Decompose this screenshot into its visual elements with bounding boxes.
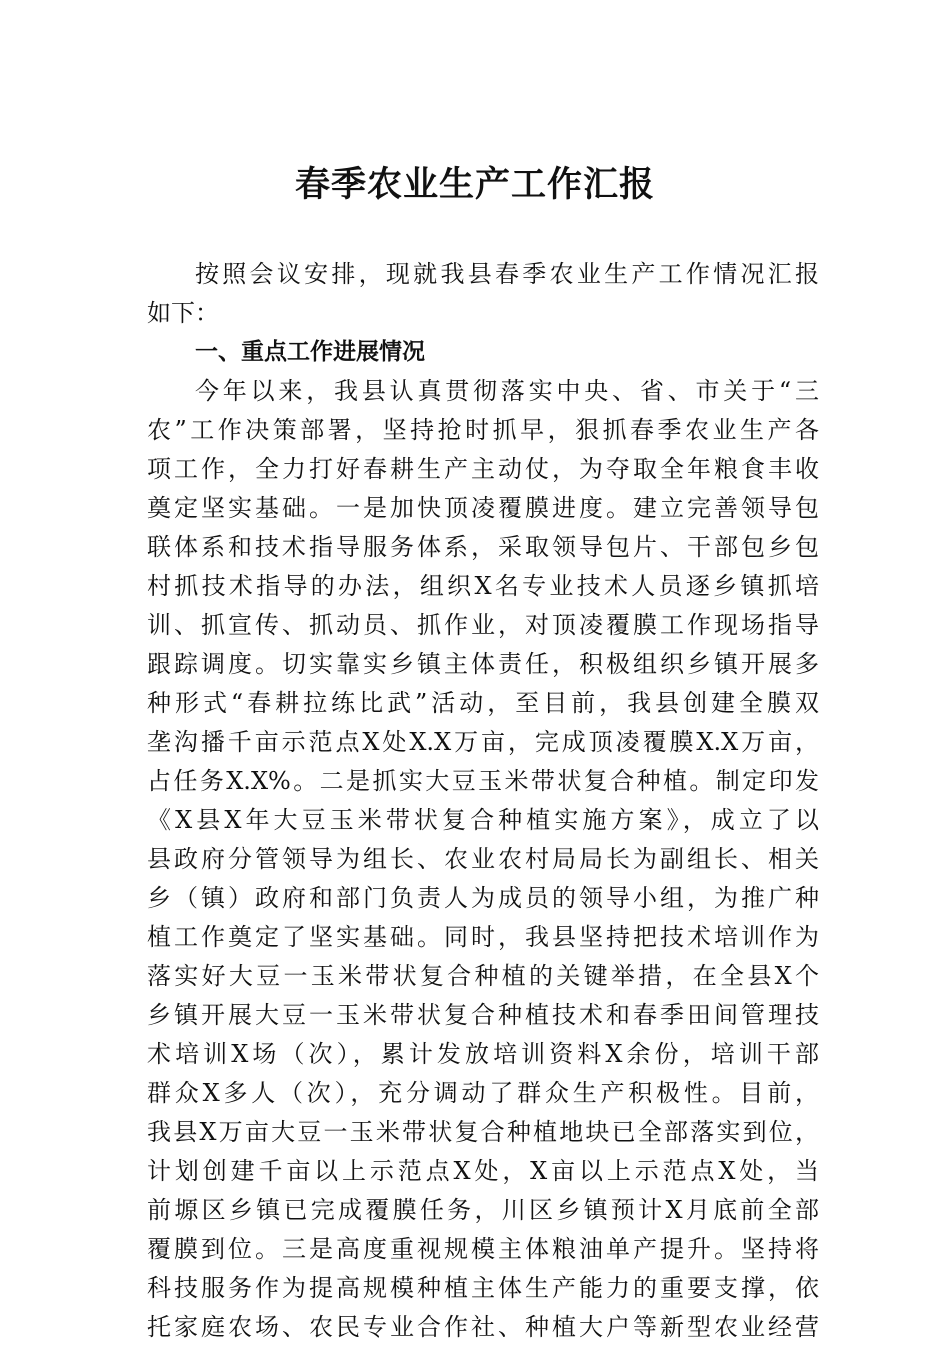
section-heading: 一、重点工作进展情况 <box>195 339 425 365</box>
document-title: 春季农业生产工作汇报 <box>294 164 655 205</box>
text-line: 联体系和技术指导服务体系，采取领导包片、干部包乡包 <box>147 533 819 561</box>
text-line: 占任务X.X%。二是抓实大豆玉米带状复合种植。制定印发 <box>147 767 819 795</box>
text-line: 村抓技术指导的办法，组织X名专业技术人员逐乡镇抓培 <box>147 572 819 600</box>
text-line: 垄沟播千亩示范点X处X.X万亩，完成顶凌覆膜X.X万亩， <box>147 728 819 756</box>
text-line: 跟踪调度。切实靠实乡镇主体责任，积极组织乡镇开展多 <box>147 650 819 678</box>
text-line: 如下： <box>147 299 219 327</box>
text-line: 农”工作决策部署，坚持抢时抓早，狠抓春季农业生产各 <box>147 416 819 444</box>
text-line: 种形式“春耕拉练比武”活动，至目前，我县创建全膜双 <box>147 689 819 717</box>
text-line: 覆膜到位。三是高度重视规模主体粮油单产提升。坚持将 <box>147 1235 819 1263</box>
text-line: 计划创建千亩以上示范点X处，X亩以上示范点X处，当 <box>147 1157 819 1185</box>
text-line: 落实好大豆一玉米带状复合种植的关键举措，在全县X个 <box>147 962 819 990</box>
text-line: 奠定坚实基础。一是加快顶凌覆膜进度。建立完善领导包 <box>147 494 819 522</box>
document-body <box>147 255 819 1347</box>
text-line: 前塬区乡镇已完成覆膜任务，川区乡镇预计X月底前全部 <box>147 1196 819 1224</box>
text-line: 乡镇开展大豆一玉米带状复合种植技术和春季田间管理技 <box>147 1001 819 1029</box>
text-line: 《X县X年大豆玉米带状复合种植实施方案》，成立了以 <box>147 806 819 834</box>
text-line: 按照会议安排，现就我县春季农业生产工作情况汇报 <box>195 260 819 288</box>
text-line: 项工作，全力打好春耕生产主动仗，为夺取全年粮食丰收 <box>147 455 819 483</box>
text-line: 训、抓宣传、抓动员、抓作业，对顶凌覆膜工作现场指导 <box>147 611 819 639</box>
text-line: 县政府分管领导为组长、农业农村局局长为副组长、相关 <box>147 845 819 873</box>
text-line: 我县X万亩大豆一玉米带状复合种植地块已全部落实到位， <box>147 1118 819 1146</box>
text-line: 术培训X场（次），累计发放培训资料X余份，培训干部 <box>147 1040 819 1068</box>
text-line: 乡（镇）政府和部门负责人为成员的领导小组，为推广种 <box>147 884 819 912</box>
text-line: 植工作奠定了坚实基础。同时，我县坚持把技术培训作为 <box>147 923 819 951</box>
text-line: 今年以来，我县认真贯彻落实中央、省、市关于“三 <box>195 377 819 405</box>
text-line: 科技服务作为提高规模种植主体生产能力的重要支撑，依 <box>147 1274 819 1302</box>
text-line: 群众X多人（次），充分调动了群众生产积极性。目前， <box>147 1079 819 1107</box>
text-line: 托家庭农场、农民专业合作社、种植大户等新型农业经营 <box>147 1313 819 1341</box>
intro-paragraph <box>147 255 819 333</box>
section-paragraph <box>147 372 819 1347</box>
